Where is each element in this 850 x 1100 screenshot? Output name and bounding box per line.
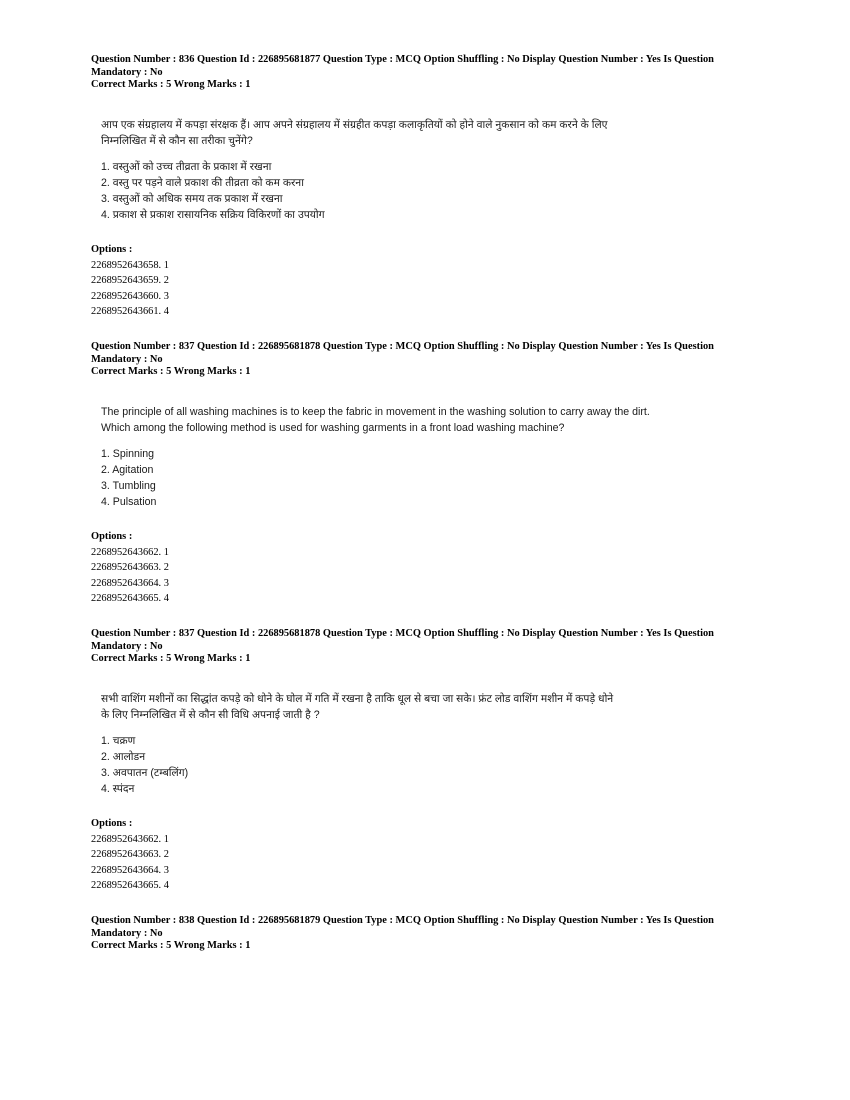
question-meta-line: Question Number : 837 Question Id : 226895681878 Question Type : MCQ Option Shuffling : No Display Question Number : Yes Is Question (91, 628, 714, 639)
marks-line: Correct Marks : 5 Wrong Marks : 1 (91, 366, 251, 377)
answer-choice: 2. वस्तु पर पड़ने वाले प्रकाश की तीव्रता को कम करना (101, 177, 304, 189)
answer-choice: 2. Agitation (101, 464, 154, 476)
options-label: Options : (91, 818, 133, 829)
question-meta (91, 628, 751, 666)
option-id: 2268952643665. 4 (91, 593, 169, 605)
question-meta-line: Question Number : 837 Question Id : 226895681878 Question Type : MCQ Option Shuffling : No Display Question Number : Yes Is Question (91, 341, 714, 352)
mandatory-line: Mandatory : No (91, 66, 163, 78)
option-id: 2268952643663. 2 (91, 849, 169, 861)
answer-choice: 1. वस्तुओं को उच्च तीव्रता के प्रकाश में रखना (101, 161, 272, 173)
answer-choices (101, 733, 701, 797)
answer-choice: 3. Tumbling (101, 480, 156, 492)
options-label: Options : (91, 531, 133, 542)
options-list (91, 529, 169, 607)
question-meta (91, 915, 751, 953)
answer-choice: 3. अवपातन (टम्बलिंग) (101, 767, 189, 779)
question-meta (91, 54, 751, 92)
answer-choice: 3. वस्तुओं को अधिक समय तक प्रकाश में रखना (101, 193, 283, 205)
answer-choice: 4. Pulsation (101, 496, 157, 508)
question-stem (101, 691, 701, 797)
question-meta-line: Question Number : 838 Question Id : 226895681879 Question Type : MCQ Option Shuffling : No Display Question Number : Yes Is Question (91, 915, 714, 926)
option-id: 2268952643662. 1 (91, 833, 169, 845)
option-id: 2268952643662. 1 (91, 546, 169, 558)
answer-choice: 4. स्पंदन (101, 783, 135, 795)
option-id: 2268952643660. 3 (91, 290, 169, 302)
question-stem (101, 404, 701, 510)
answer-choice: 1. Spinning (101, 448, 155, 460)
option-id: 2268952643659. 2 (91, 275, 169, 287)
stem-line: आप एक संग्रहालय में कपड़ा संरक्षक हैं। आप अपने संग्रहालय में संग्रहीत कपड़ा कलाकृतियों को होने वाले नुकसान को कम करने के लिए (101, 119, 608, 131)
option-id: 2268952643663. 2 (91, 562, 169, 574)
options-list (91, 242, 169, 320)
stem-line: Which among the following method is used for washing garments in a front load washing machine? (101, 422, 565, 434)
option-id: 2268952643658. 1 (91, 259, 169, 271)
question-block (91, 628, 751, 892)
stem-line: के लिए निम्नलिखित में से कौन सी विधि अपनाई जाती है ? (101, 709, 320, 721)
option-id: 2268952643661. 4 (91, 306, 169, 318)
answer-choice: 4. प्रकाश से प्रकाश रासायनिक सक्रिय विकिरणों का उपयोग (101, 209, 325, 221)
question-stem (101, 117, 701, 223)
mandatory-line: Mandatory : No (91, 353, 163, 365)
option-id: 2268952643664. 3 (91, 577, 169, 589)
question-block (91, 54, 751, 318)
marks-line: Correct Marks : 5 Wrong Marks : 1 (91, 79, 251, 90)
answer-choices (101, 159, 701, 223)
stem-line: निम्नलिखित में से कौन सा तरीका चुनेंगे? (101, 135, 253, 147)
options-label: Options : (91, 244, 133, 255)
option-id: 2268952643665. 4 (91, 880, 169, 892)
answer-choices (101, 446, 701, 510)
stem-line: सभी वाशिंग मशीनों का सिद्धांत कपड़े को धोने के घोल में गति में रखना है ताकि धूल से बचा जा सके। फ्रंट लोड वाशिंग मशीन में कपड़े धोने (101, 693, 614, 705)
question-meta (91, 341, 751, 379)
mandatory-line: Mandatory : No (91, 640, 163, 652)
question-meta-line: Question Number : 836 Question Id : 226895681877 Question Type : MCQ Option Shuffling : No Display Question Number : Yes Is Question (91, 54, 714, 65)
answer-choice: 2. आलोडन (101, 751, 146, 763)
option-id: 2268952643664. 3 (91, 864, 169, 876)
options-list (91, 816, 169, 894)
question-block (91, 915, 751, 953)
marks-line: Correct Marks : 5 Wrong Marks : 1 (91, 940, 251, 951)
question-block (91, 341, 751, 605)
mandatory-line: Mandatory : No (91, 927, 163, 939)
marks-line: Correct Marks : 5 Wrong Marks : 1 (91, 653, 251, 664)
stem-line: The principle of all washing machines is to keep the fabric in movement in the washing solution to carry away the dirt. (101, 406, 650, 418)
answer-choice: 1. चक्रण (101, 735, 136, 747)
